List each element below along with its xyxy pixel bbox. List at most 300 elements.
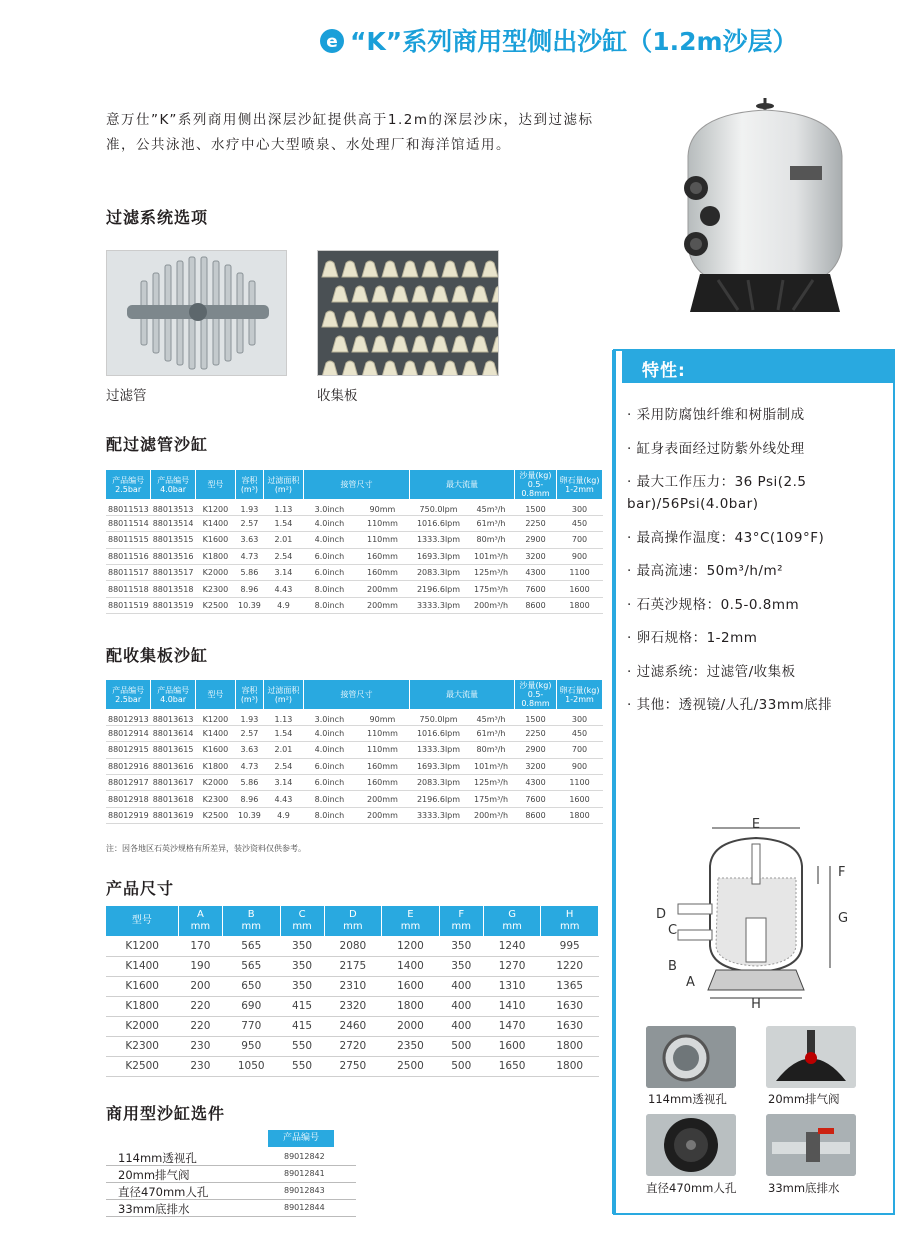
table-cell: 2.54: [263, 758, 303, 774]
table-cell: 170: [178, 936, 222, 956]
table-cell: 1100: [557, 565, 603, 581]
features-header: [622, 350, 894, 383]
table-cell: 3.63: [235, 742, 263, 758]
table-cell: 1500: [515, 709, 557, 725]
lateral-pipe-photo: [106, 250, 287, 376]
table-cell: 3.0inch: [303, 499, 355, 515]
table-cell: 88012914: [106, 725, 151, 741]
table-cell: 200mm: [355, 581, 409, 597]
air-vent-photo: [766, 1026, 856, 1088]
collector-plate-caption: 收集板: [317, 388, 358, 404]
table-cell: K2500: [195, 597, 235, 613]
table-cell: 565: [222, 956, 280, 976]
table-cell: 88013514: [151, 515, 196, 531]
table-cell: 770: [222, 1016, 280, 1036]
table-cell: 45m³/h: [468, 709, 515, 725]
table-cell: 2720: [324, 1036, 382, 1056]
sand-filter-tank-image: [678, 96, 853, 318]
table-cell: 110mm: [355, 725, 409, 741]
table-cell: 1.54: [263, 725, 303, 741]
table-cell: 1800: [382, 996, 440, 1016]
table-cell: 90mm: [355, 499, 409, 515]
table-cell: 6.0inch: [303, 775, 355, 791]
table-cell: 90mm: [355, 709, 409, 725]
table-cell: 6.0inch: [303, 758, 355, 774]
dimensions-table: [106, 906, 599, 1077]
table-cell: 1016.6lpm: [409, 515, 467, 531]
table-cell: 1630: [541, 1016, 599, 1036]
table-cell: 2750: [324, 1056, 382, 1076]
table-row: [106, 515, 603, 531]
table-cell: 2083.3lpm: [409, 565, 467, 581]
table-row: [106, 565, 603, 581]
table-cell: 61m³/h: [468, 515, 515, 531]
table-cell: 80m³/h: [468, 742, 515, 758]
intro-paragraph: 意万仕”K”系列商用侧出深层沙缸提供高于1.2m的深层沙床，达到过滤标准，公共泳池、水疗中心大型喷泉、水处理厂和海洋馆适用。: [106, 112, 594, 153]
spec-header-cell: 型号: [195, 470, 235, 499]
dimension-header-cell: F mm: [439, 906, 483, 936]
features-list: [627, 404, 889, 728]
table-cell: 200mm: [355, 791, 409, 807]
table-cell: 160mm: [355, 758, 409, 774]
feature-item: · 最高流速：50m³/h/m²: [627, 563, 784, 579]
table-cell: 1200: [382, 936, 440, 956]
table-cell: 350: [439, 956, 483, 976]
table-cell: K2000: [106, 1016, 178, 1036]
table-cell: K1400: [195, 725, 235, 741]
table-row: [106, 1016, 599, 1036]
dimension-header-cell: H mm: [541, 906, 599, 936]
table-cell: K1200: [195, 499, 235, 515]
table-cell: 4300: [515, 775, 557, 791]
table-cell: 950: [222, 1036, 280, 1056]
table-cell: K1600: [195, 532, 235, 548]
table-cell: 4.73: [235, 758, 263, 774]
spec-header-cell: 最大流量: [409, 470, 514, 499]
table-cell: 3200: [515, 758, 557, 774]
label-c: C: [668, 923, 678, 938]
dimension-header-cell: G mm: [483, 906, 541, 936]
table-row: [106, 499, 603, 515]
table-cell: 4.9: [263, 807, 303, 823]
table-cell: 88012918: [106, 791, 151, 807]
table-cell: 350: [280, 956, 324, 976]
table-cell: K1400: [195, 515, 235, 531]
table-cell: 8600: [515, 597, 557, 613]
table-cell: 8.0inch: [303, 807, 355, 823]
table-row: [106, 581, 603, 597]
table-cell: 5.86: [235, 565, 263, 581]
table-cell: 3333.3lpm: [409, 597, 467, 613]
table-cell: 750.0lpm: [409, 709, 467, 725]
table-cell: 500: [439, 1056, 483, 1076]
feature-item: · 过滤系统：过滤管/收集板: [627, 663, 796, 680]
table-cell: 4.73: [235, 548, 263, 564]
table-cell: 200: [178, 976, 222, 996]
table-cell: 1050: [222, 1056, 280, 1076]
table-cell: 8.96: [235, 581, 263, 597]
table-row: [106, 532, 603, 548]
table-cell: 88012919: [106, 807, 151, 823]
table-cell: 80m³/h: [468, 532, 515, 548]
table-cell: 88011518: [106, 581, 151, 597]
table-cell: 1800: [557, 807, 603, 823]
spec-header-cell: 卵石量(kg) 1-2mm: [557, 680, 603, 709]
spec-header-cell: 卵石量(kg) 1-2mm: [557, 470, 603, 499]
table-row: [106, 936, 599, 956]
feature-item: · 缸身表面经过防紫外线处理: [627, 440, 805, 457]
spec-header-cell: 过滤面积 (m²): [263, 680, 303, 709]
table-row: [106, 597, 603, 613]
table-cell: K1800: [106, 996, 178, 1016]
table-cell: K2000: [195, 775, 235, 791]
table-cell: 88012913: [106, 709, 151, 725]
table-cell: K1800: [195, 548, 235, 564]
table-cell: 4.0inch: [303, 515, 355, 531]
table-cell: 88011515: [106, 532, 151, 548]
table-cell: 88012916: [106, 758, 151, 774]
table-cell: 400: [439, 996, 483, 1016]
table-row: [106, 1056, 599, 1076]
table-cell: 88013515: [151, 532, 196, 548]
table-cell: 88013518: [151, 581, 196, 597]
spec-header-cell: 产品编号 4.0bar: [151, 680, 196, 709]
table-cell: 4.43: [263, 791, 303, 807]
table-cell: 88013614: [151, 725, 196, 741]
table-cell: 160mm: [355, 548, 409, 564]
table-cell: 3.14: [263, 565, 303, 581]
feature-item: · 最高操作温度：43°C(109°F): [627, 529, 825, 546]
spec-header-cell: 产品编号 2.5bar: [106, 680, 151, 709]
table-cell: 125m³/h: [468, 565, 515, 581]
accessory-name: 直径470mm人孔: [118, 1185, 209, 1199]
table-cell: 88013615: [151, 742, 196, 758]
spec-header-cell: 产品编号 2.5bar: [106, 470, 151, 499]
table-cell: 700: [557, 532, 603, 548]
table-cell: 2500: [382, 1056, 440, 1076]
table-cell: 110mm: [355, 532, 409, 548]
table-cell: 200m³/h: [468, 597, 515, 613]
label-b: B: [668, 959, 677, 974]
table-cell: 88012915: [106, 742, 151, 758]
table-cell: 110mm: [355, 515, 409, 531]
table-cell: K1400: [106, 956, 178, 976]
table-cell: 88013619: [151, 807, 196, 823]
table-cell: 1333.3lpm: [409, 742, 467, 758]
table-cell: 3333.3lpm: [409, 807, 467, 823]
table-cell: 1600: [557, 581, 603, 597]
table-cell: 2.57: [235, 725, 263, 741]
table-row: [106, 791, 603, 807]
table-cell: 88011514: [106, 515, 151, 531]
table-cell: 220: [178, 996, 222, 1016]
table-row: [106, 976, 599, 996]
table-cell: 415: [280, 996, 324, 1016]
table-cell: 2083.3lpm: [409, 775, 467, 791]
table-cell: 2310: [324, 976, 382, 996]
feature-item: · 采用防腐蚀纤维和树脂制成: [627, 407, 805, 423]
accessory-name: 33mm底排水: [118, 1202, 190, 1216]
bottom-drain-caption: 33mm底排水: [768, 1181, 840, 1195]
accessory-row: [106, 1200, 356, 1217]
table-cell: 45m³/h: [468, 499, 515, 515]
table-cell: 88011513: [106, 499, 151, 515]
dimension-header-cell: D mm: [324, 906, 382, 936]
table-cell: 2900: [515, 742, 557, 758]
table-cell: 690: [222, 996, 280, 1016]
table-cell: K2300: [106, 1036, 178, 1056]
table-row: [106, 725, 603, 741]
table-cell: K1800: [195, 758, 235, 774]
label-e: E: [751, 818, 761, 832]
table-cell: 1333.3lpm: [409, 532, 467, 548]
air-vent-caption: 20mm排气阀: [768, 1092, 840, 1106]
filter-options-heading: 过滤系统选项: [106, 208, 209, 227]
dimension-header-cell: A mm: [178, 906, 222, 936]
table-cell: 101m³/h: [468, 548, 515, 564]
table-cell: 4.43: [263, 581, 303, 597]
table-cell: 230: [178, 1056, 222, 1076]
lateral-pipe-caption: 过滤管: [106, 388, 147, 404]
table-cell: 450: [557, 725, 603, 741]
table-cell: 1.13: [263, 709, 303, 725]
table-cell: 350: [439, 936, 483, 956]
table-cell: 7600: [515, 581, 557, 597]
table-cell: 415: [280, 1016, 324, 1036]
footnote: 注：因各地区石英沙规格有所差异，装沙资料仅供参考。: [106, 844, 306, 853]
table-cell: 1470: [483, 1016, 541, 1036]
table-cell: 900: [557, 548, 603, 564]
dimension-diagram: [650, 818, 850, 1010]
table-cell: 1220: [541, 956, 599, 976]
spec-header-cell: 接管尺寸: [303, 680, 409, 709]
table-cell: 5.86: [235, 775, 263, 791]
table-cell: 1800: [557, 597, 603, 613]
accessory-code: 89012843: [284, 1186, 325, 1195]
table-cell: 1800: [541, 1056, 599, 1076]
table-cell: 3.14: [263, 775, 303, 791]
table-cell: 2196.6lpm: [409, 791, 467, 807]
label-a: A: [686, 975, 695, 990]
table-cell: 1600: [557, 791, 603, 807]
table-row: [106, 996, 599, 1016]
table-cell: 1693.3lpm: [409, 548, 467, 564]
table-cell: 160mm: [355, 565, 409, 581]
spec-header-cell: 沙量(kg) 0.5-0.8mm: [515, 470, 557, 499]
table-row: [106, 742, 603, 758]
accessory-row: [106, 1149, 356, 1166]
table-cell: 1800: [541, 1036, 599, 1056]
pipe-spec-table: [106, 470, 603, 614]
table-cell: 1650: [483, 1056, 541, 1076]
table-cell: K2300: [195, 581, 235, 597]
table-cell: 88013516: [151, 548, 196, 564]
label-d: D: [656, 907, 667, 922]
table-cell: K1200: [106, 936, 178, 956]
table-cell: 1.93: [235, 709, 263, 725]
accessories-heading: 商用型沙缸选件: [106, 1104, 226, 1123]
table-cell: 2196.6lpm: [409, 581, 467, 597]
table-cell: 4300: [515, 565, 557, 581]
table-cell: 2250: [515, 515, 557, 531]
table-cell: K2500: [106, 1056, 178, 1076]
table-cell: 3.63: [235, 532, 263, 548]
table-row: [106, 1036, 599, 1056]
sight-glass-photo: [646, 1026, 736, 1088]
table-cell: 200mm: [355, 807, 409, 823]
table-cell: 1600: [483, 1036, 541, 1056]
bottom-drain-photo: [766, 1114, 856, 1176]
table-cell: 8.96: [235, 791, 263, 807]
table-cell: 2.57: [235, 515, 263, 531]
table-cell: 500: [439, 1036, 483, 1056]
table-cell: 4.9: [263, 597, 303, 613]
spec-header-cell: 容积 (m³): [235, 680, 263, 709]
table-cell: 8600: [515, 807, 557, 823]
label-g: G: [838, 911, 849, 926]
table-cell: 565: [222, 936, 280, 956]
table-cell: 200m³/h: [468, 807, 515, 823]
table-cell: 8.0inch: [303, 791, 355, 807]
brand-logo-icon: [318, 26, 346, 54]
accessory-name: 114mm透视孔: [118, 1151, 197, 1165]
table-cell: 450: [557, 515, 603, 531]
table-cell: 750.0lpm: [409, 499, 467, 515]
table-cell: 1310: [483, 976, 541, 996]
table-cell: 3200: [515, 548, 557, 564]
spec-header-cell: 过滤面积 (m²): [263, 470, 303, 499]
table-cell: 200mm: [355, 597, 409, 613]
table-cell: K1600: [195, 742, 235, 758]
spec-header-cell: 容积 (m³): [235, 470, 263, 499]
dimension-header-cell: 型号: [106, 906, 178, 936]
table-cell: 6.0inch: [303, 565, 355, 581]
table-cell: 4.0inch: [303, 742, 355, 758]
table-row: [106, 956, 599, 976]
accessory-code: 89012844: [284, 1203, 325, 1212]
table-cell: 995: [541, 936, 599, 956]
table-cell: 2320: [324, 996, 382, 1016]
table-cell: 7600: [515, 791, 557, 807]
table-cell: 1.13: [263, 499, 303, 515]
accessory-name: 20mm排气阀: [118, 1168, 190, 1182]
table-cell: 2.01: [263, 532, 303, 548]
table-cell: 300: [557, 709, 603, 725]
table-row: [106, 709, 603, 725]
table-cell: 61m³/h: [468, 725, 515, 741]
table-cell: 10.39: [235, 807, 263, 823]
table-cell: 88013618: [151, 791, 196, 807]
table-row: [106, 807, 603, 823]
dimension-header-cell: B mm: [222, 906, 280, 936]
accessory-row: [106, 1183, 356, 1200]
table-cell: 2900: [515, 532, 557, 548]
table-cell: 88011516: [106, 548, 151, 564]
table-cell: 2000: [382, 1016, 440, 1036]
table-cell: 350: [280, 936, 324, 956]
manhole-caption: 直径470mm人孔: [646, 1181, 737, 1195]
page-title: “K”系列商用型侧出沙缸（1.2m沙层）: [350, 27, 798, 56]
table-cell: 1500: [515, 499, 557, 515]
table-cell: 101m³/h: [468, 758, 515, 774]
table-row: [106, 758, 603, 774]
table-cell: 8.0inch: [303, 597, 355, 613]
table-cell: 1240: [483, 936, 541, 956]
table-cell: 1693.3lpm: [409, 758, 467, 774]
table-cell: 3.0inch: [303, 709, 355, 725]
table-cell: 190: [178, 956, 222, 976]
table-cell: 1.93: [235, 499, 263, 515]
table-cell: 700: [557, 742, 603, 758]
accessory-code: 89012842: [284, 1152, 325, 1161]
table-cell: 400: [439, 1016, 483, 1036]
manhole-photo: [646, 1114, 736, 1176]
table-cell: 220: [178, 1016, 222, 1036]
table-cell: 300: [557, 499, 603, 515]
table-cell: 1.54: [263, 515, 303, 531]
feature-item: · 卵石规格：1-2mm: [627, 630, 758, 646]
spec-header-cell: 沙量(kg) 0.5-0.8mm: [515, 680, 557, 709]
table-cell: K2500: [195, 807, 235, 823]
table-cell: 2175: [324, 956, 382, 976]
table-cell: 175m³/h: [468, 791, 515, 807]
feature-item: · 最大工作压力：36 Psi(2.5 bar)/56Psi(4.0bar): [627, 474, 807, 512]
table-cell: 900: [557, 758, 603, 774]
table-cell: K1200: [195, 709, 235, 725]
table-cell: 110mm: [355, 742, 409, 758]
table-cell: 2250: [515, 725, 557, 741]
table-cell: 400: [439, 976, 483, 996]
table-cell: 650: [222, 976, 280, 996]
table-cell: K2000: [195, 565, 235, 581]
table-cell: 88012917: [106, 775, 151, 791]
table-cell: 1630: [541, 996, 599, 1016]
table-cell: 1600: [382, 976, 440, 996]
table-cell: 4.0inch: [303, 725, 355, 741]
dimension-header-cell: C mm: [280, 906, 324, 936]
table-cell: 10.39: [235, 597, 263, 613]
table-cell: K1600: [106, 976, 178, 996]
table-cell: 2080: [324, 936, 382, 956]
table-cell: 1016.6lpm: [409, 725, 467, 741]
table-cell: 550: [280, 1036, 324, 1056]
table-cell: 125m³/h: [468, 775, 515, 791]
table-cell: 88013517: [151, 565, 196, 581]
table-cell: 88013616: [151, 758, 196, 774]
features-heading: 特性:: [642, 361, 686, 381]
accessory-code: 89012841: [284, 1169, 325, 1178]
table-cell: 88011519: [106, 597, 151, 613]
spec-header-cell: 接管尺寸: [303, 470, 409, 499]
table-cell: 1365: [541, 976, 599, 996]
collector-plate-photo: [317, 250, 499, 376]
sight-glass-caption: 114mm透视孔: [648, 1092, 727, 1106]
feature-item: · 石英沙规格：0.5-0.8mm: [627, 596, 800, 613]
spec-header-cell: 型号: [195, 680, 235, 709]
table-cell: 88011517: [106, 565, 151, 581]
feature-item: · 其他：透视镜/人孔/33mm底排: [627, 697, 833, 713]
table-row: [106, 775, 603, 791]
table-cell: 8.0inch: [303, 581, 355, 597]
table-cell: 550: [280, 1056, 324, 1076]
table-cell: 6.0inch: [303, 548, 355, 564]
table-cell: 1410: [483, 996, 541, 1016]
dimensions-heading: 产品尺寸: [106, 879, 175, 898]
table-row: [106, 548, 603, 564]
label-h: H: [751, 997, 761, 1010]
table-cell: K2300: [195, 791, 235, 807]
pipe-table-heading: 配过滤管沙缸: [106, 435, 209, 454]
